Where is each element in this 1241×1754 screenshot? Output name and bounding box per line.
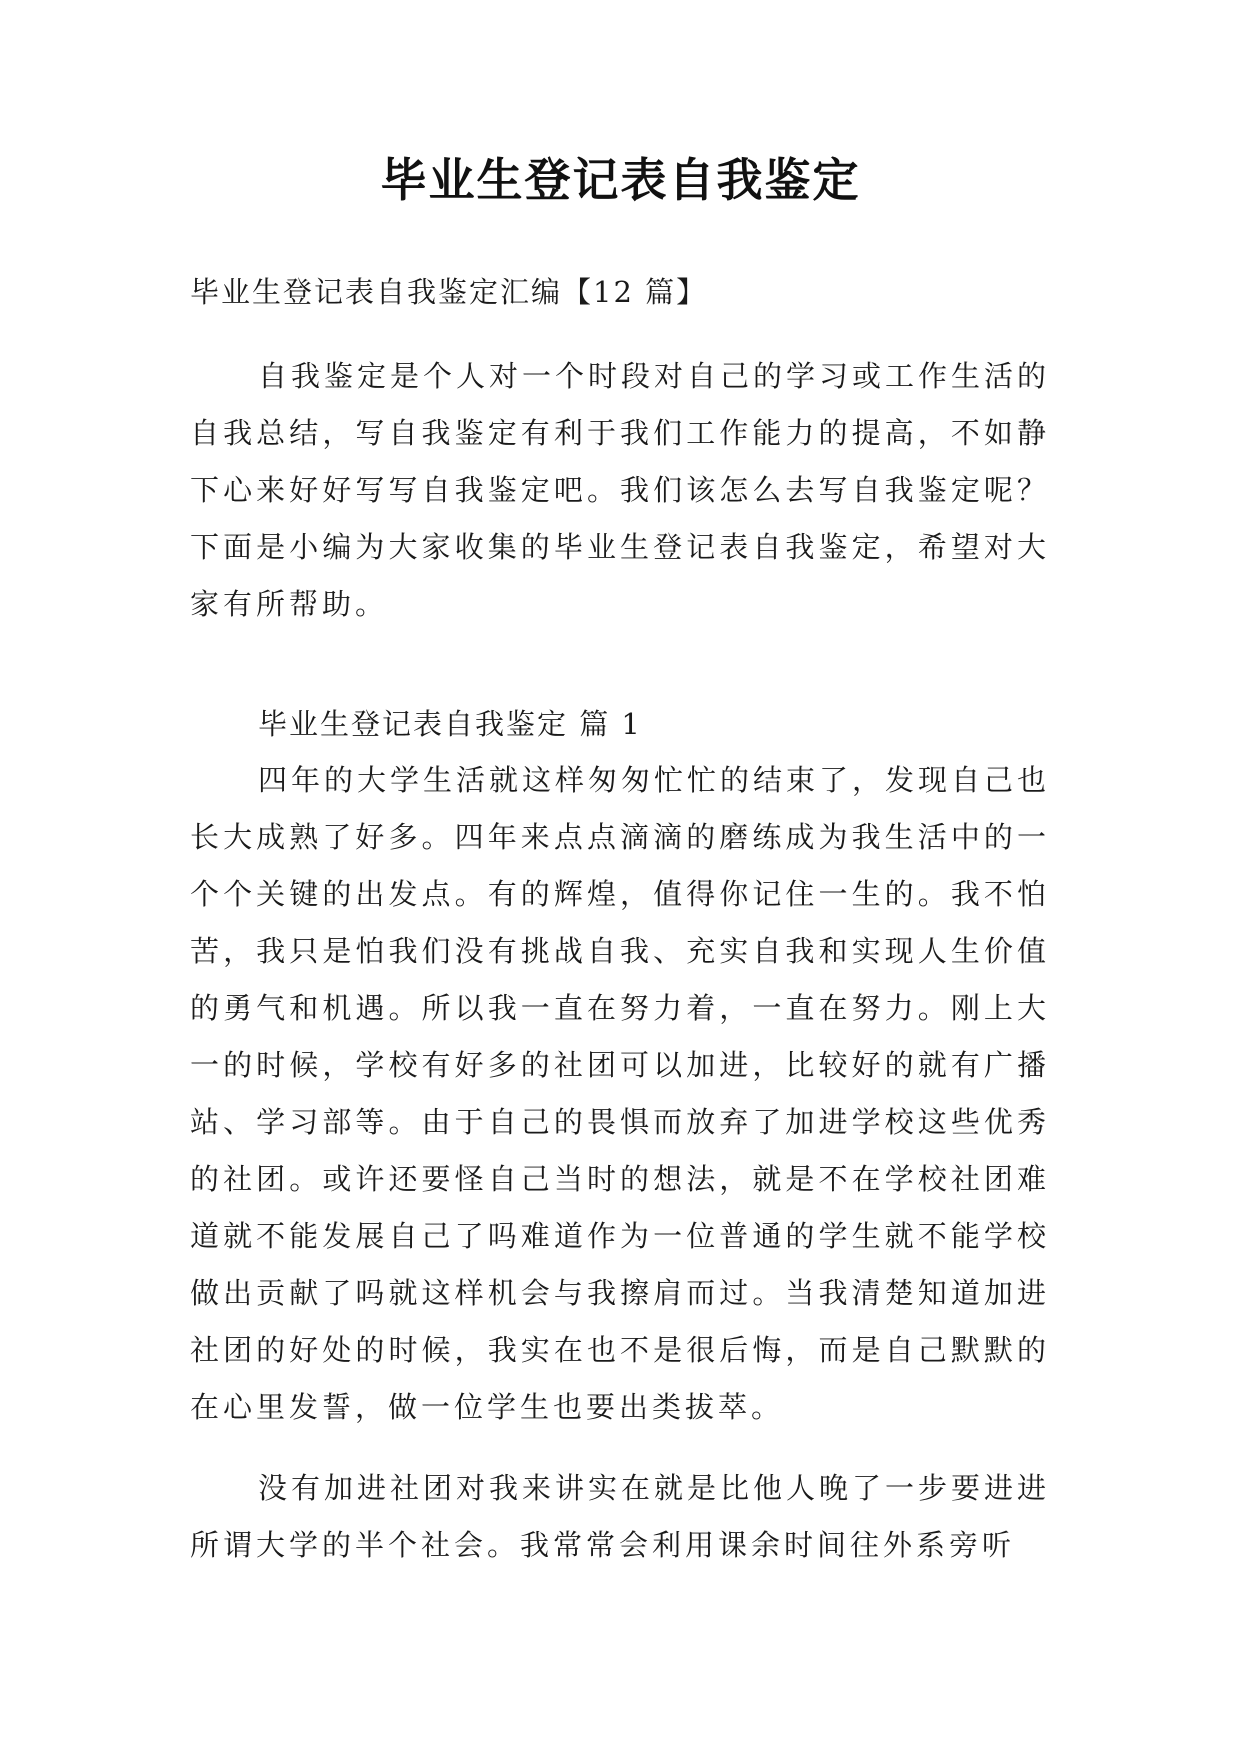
section-heading: 毕业生登记表自我鉴定 篇 1 xyxy=(258,707,642,741)
page-title: 毕业生登记表自我鉴定 xyxy=(380,153,861,207)
body-paragraph-2: 没有加进社团对我来讲实在就是比他人晚了一步要进进所谓大学的半个社会。我常常会利用课余时间往外系旁听 xyxy=(190,1471,1051,1562)
intro-paragraph: 自我鉴定是个人对一个时段对自己的学习或工作生活的自我总结，写自我鉴定有利于我们工作能力的提高，不如静下心来好好写写自我鉴定吧。我们该怎么去写自我鉴定呢？下面是小编为大家收集的毕业生登记表自我鉴定，希望对大家有所帮助。 xyxy=(190,359,1051,621)
document-subtitle: 毕业生登记表自我鉴定汇编【12 篇】 xyxy=(190,275,708,309)
body-paragraph-1: 四年的大学生活就这样匆匆忙忙的结束了，发现自己也长大成熟了好多。四年来点点滴滴的磨练成为我生活中的一个个关键的出发点。有的辉煌，值得你记住一生的。我不怕苦，我只是怕我们没有挑战自我、充实自我和实现人生价值的勇气和机遇。所以我一直在努力着，一直在努力。刚上大一的时候，学校有好多的社团可以加进，比较好的就有广播站、学习部等。由于自己的畏惧而放弃了加进学校这些优秀的社团。或许还要怪自己当时的想法，就是不在学校社团难道就不能发展自己了吗难道作为一位普通的学生就不能学校做出贡献了吗就这样机会与我擦肩而过。当我清楚知道加进社团的好处的时候，我实在也不是很后悔，而是自己默默的在心里发誓，做一位学生也要出类拔萃。 xyxy=(190,763,1051,1424)
